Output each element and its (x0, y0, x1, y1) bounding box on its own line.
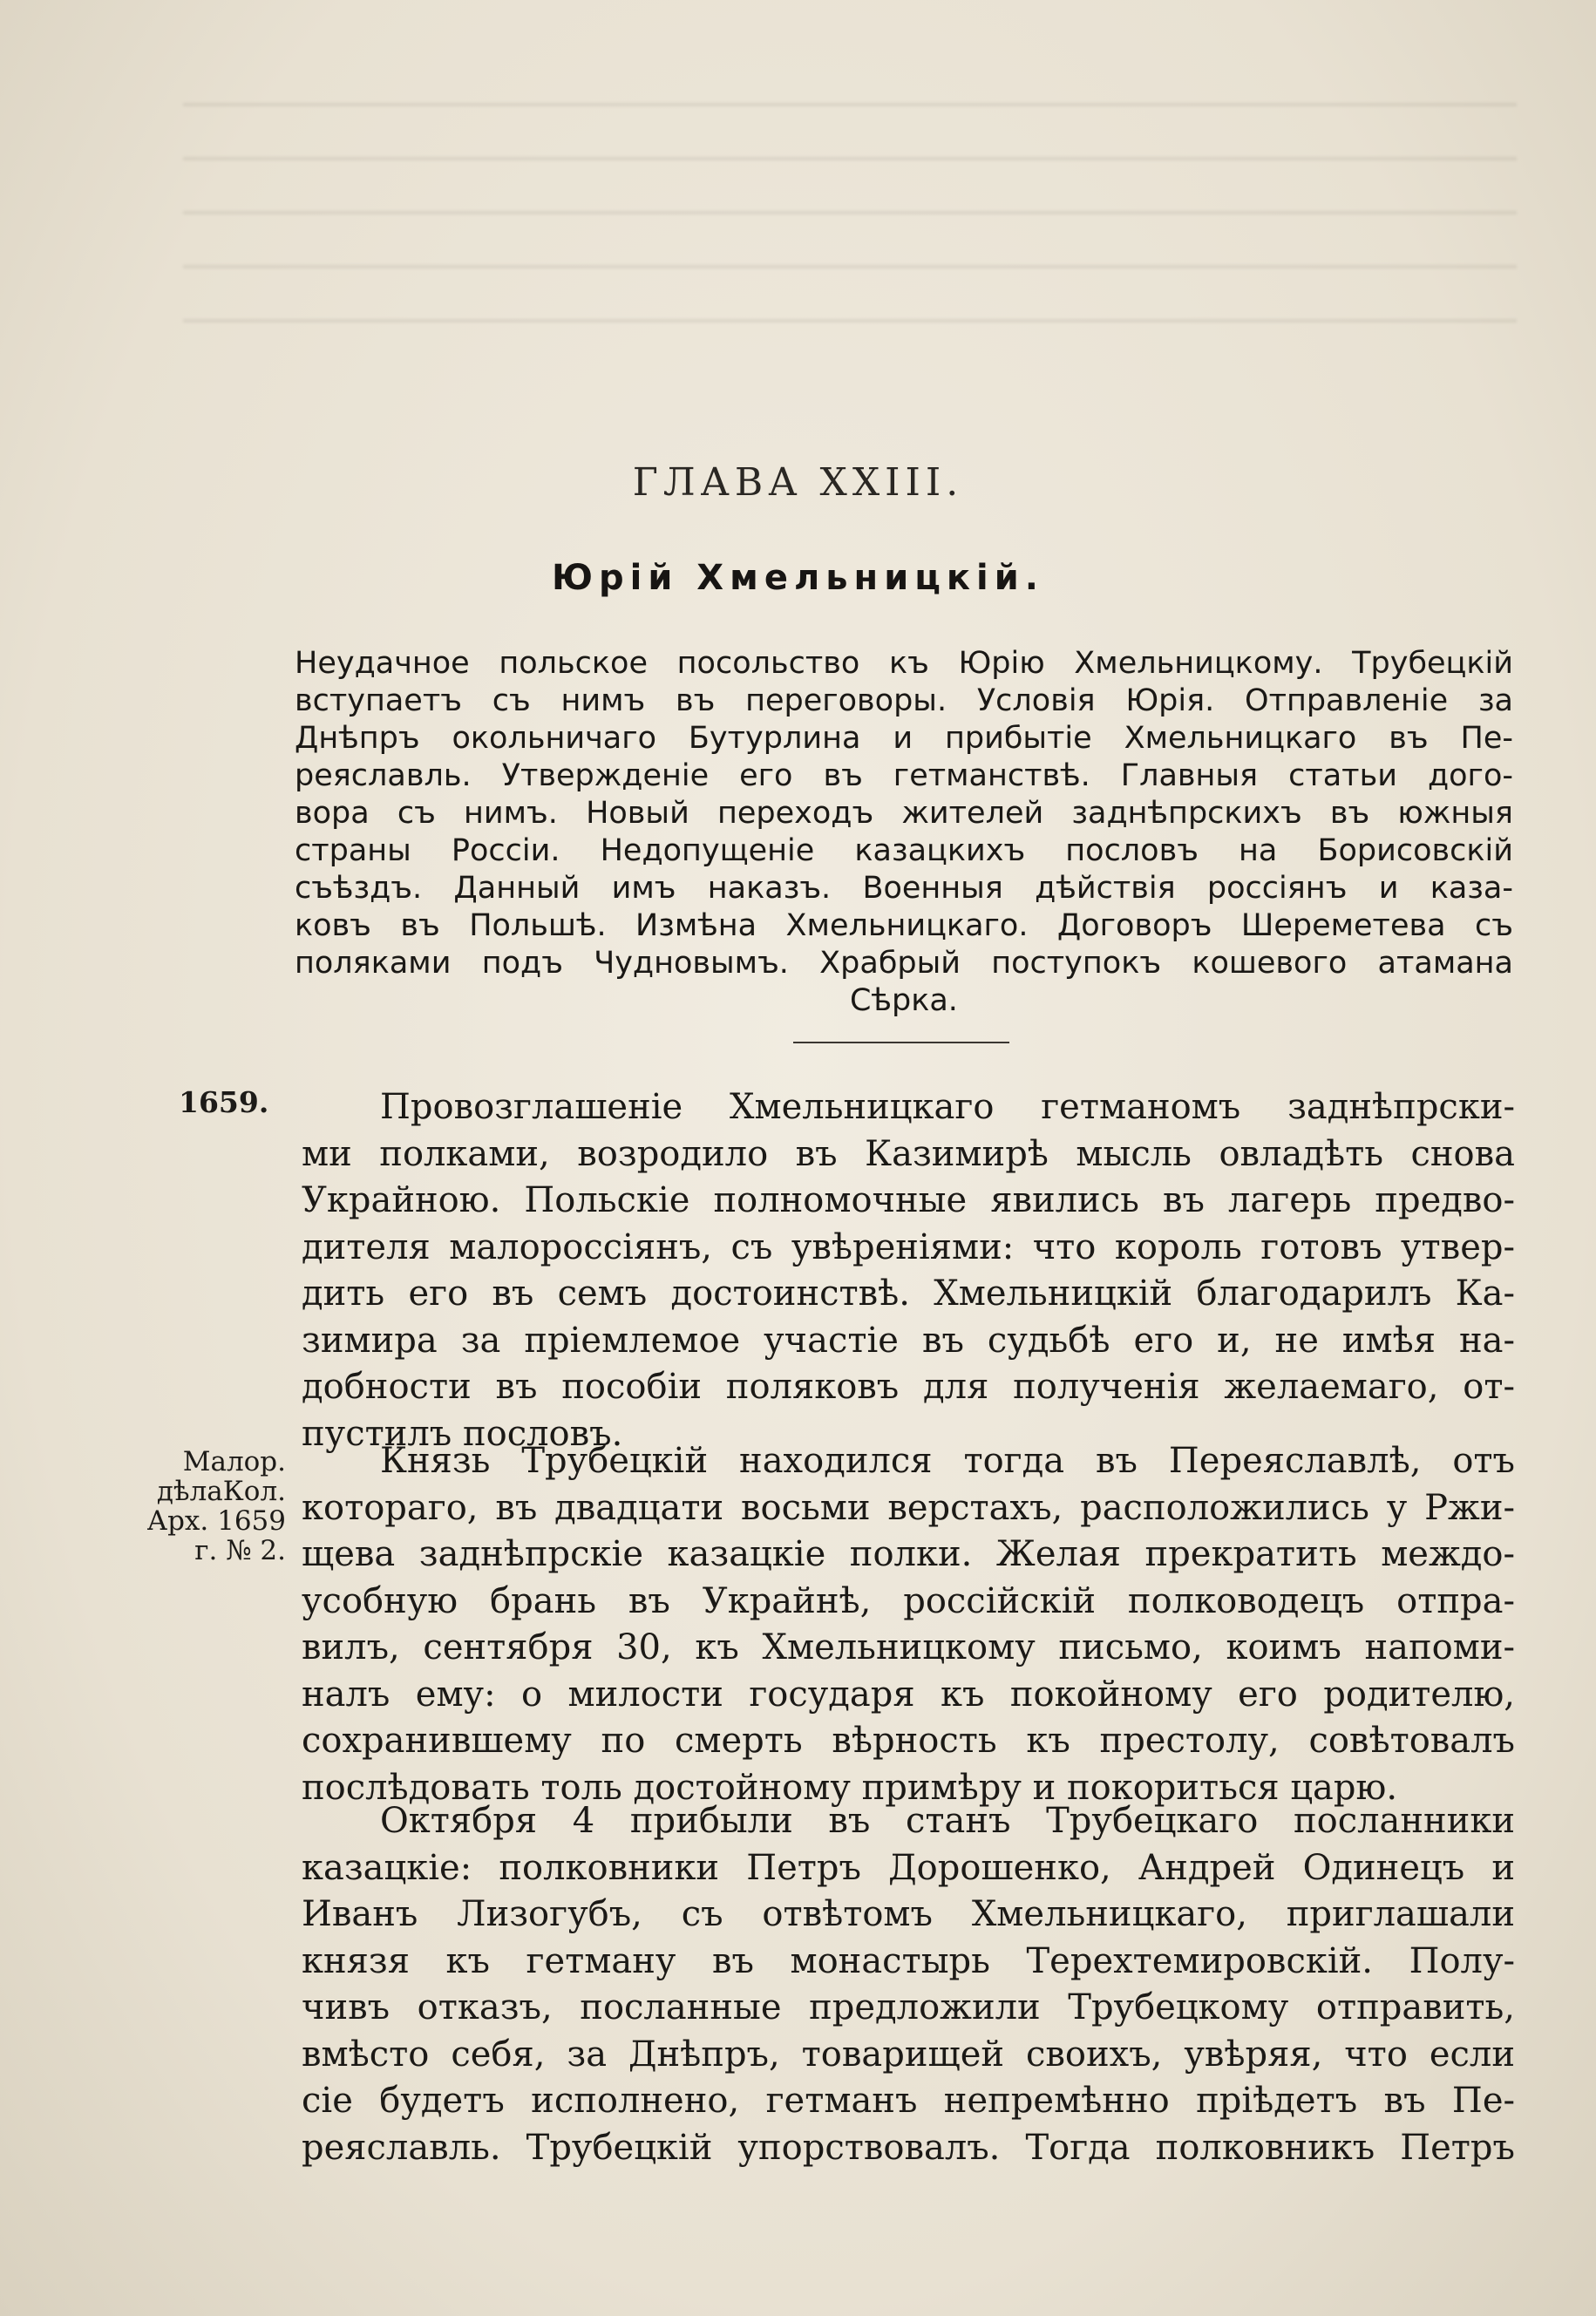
text-line: вмѣсто себя, за Днѣпръ, товарищей своихъ, увѣряя, что если (302, 2034, 1515, 2075)
text-line: сохранившему по смерть вѣрность къ престолу, совѣтовалъ (302, 1721, 1515, 1761)
summary-line: Неудачное польское посольство къ Юрію Хмельницкому. Трубецкій (295, 646, 1513, 681)
chapter-heading: ГЛАВА XXIII. (632, 460, 964, 505)
summary-line: поляками подъ Чудновымъ. Храбрый поступокъ кошевого атамана (295, 946, 1513, 981)
summary-line: ковъ въ Польшѣ. Измѣна Хмельницкаго. Договоръ Шереметева съ (295, 908, 1513, 943)
text-line: реяславль. Трубецкій упорствовалъ. Тогда полковникъ Петръ (302, 2127, 1515, 2168)
summary-line: Сѣрка. (850, 983, 958, 1018)
margin-archive-reference (103, 1447, 286, 1566)
text-line: вилъ, сентября 30, къ Хмельницкому письмо, коимъ напоми- (302, 1627, 1515, 1667)
text-line: князя къ гетману въ монастырь Терехтемировскій. Полу- (302, 1940, 1515, 1981)
text-line: Провозглашеніе Хмельницкаго гетманомъ заднѣпрски- (380, 1087, 1515, 1127)
margin-year: 1659. (179, 1085, 269, 1119)
text-line: усобную брань въ Украйнѣ, россійскій полководецъ отпра- (302, 1580, 1515, 1621)
summary-line: Днѣпръ окольничаго Бутурлина и прибытіе Хмельницкаго въ Пе- (295, 721, 1513, 756)
summary-line: реяславль. Утвержденіе его въ гетманствѣ. Главныя статьи дого- (295, 758, 1513, 793)
paragraph-2 (302, 1438, 1515, 1811)
text-line: сіе будетъ исполнено, гетманъ непремѣнно пріѣдетъ въ Пе- (302, 2081, 1515, 2121)
text-line: зимира за пріемлемое участіе въ судьбѣ его и, не имѣя на- (302, 1320, 1515, 1361)
text-line: щева заднѣпрскіе казацкіе полки. Желая прекратить междо- (302, 1534, 1515, 1574)
text-line: Украйною. Польскіе полномочные явились въ лагерь предво- (302, 1180, 1515, 1220)
text-line: ми полками, возродило въ Казимирѣ мысль овладѣть снова (302, 1133, 1515, 1174)
paragraph-3 (302, 1798, 1515, 2171)
text-line: Князь Трубецкій находился тогда въ Переяславлѣ, отъ (380, 1441, 1515, 1481)
text-line: дить его въ семъ достоинствѣ. Хмельницкій благодарилъ Ка- (302, 1273, 1515, 1314)
summary-line: страны Россіи. Недопущеніе казацкихъ пословъ на Борисовскій (295, 833, 1513, 868)
bleed-through-text (183, 70, 1517, 331)
text-line: послѣдовать толь достойному примѣру и покориться царю. (302, 1767, 1398, 1808)
chapter-title: Юрій Хмельницкій. (552, 558, 1044, 598)
summary-line: вступаетъ съ нимъ въ переговоры. Условія Юрія. Отправленіе за (295, 683, 1513, 718)
archive-line: г. № 2. (194, 1535, 286, 1566)
text-line: чивъ отказъ, посланные предложили Трубецкому отправить, (302, 1987, 1515, 2027)
archive-line: Малор. (182, 1446, 286, 1477)
text-line: котораго, въ двадцати восьми верстахъ, расположились у Ржи- (302, 1487, 1515, 1528)
text-line: Иванъ Лизогубъ, съ отвѣтомъ Хмельницкаго, приглашали (302, 1894, 1515, 1934)
paragraph-1 (302, 1084, 1515, 1457)
text-line: налъ ему: о милости государя къ покойному его родителю, (302, 1674, 1515, 1715)
text-line: казацкіе: полковники Петръ Дорошенко, Андрей Одинецъ и (302, 1847, 1515, 1888)
summary-line: вора съ нимъ. Новый переходъ жителей заднѣпрскихъ въ южныя (295, 796, 1513, 831)
chapter-summary (295, 645, 1513, 1020)
text-line: пустилъ пословъ. (302, 1413, 623, 1454)
summary-line: съѣздъ. Данный имъ наказъ. Военныя дѣйствія россіянъ и каза- (295, 871, 1513, 906)
archive-line: Арх. 1659 (146, 1505, 286, 1537)
text-line: Октября 4 прибыли въ станъ Трубецкаго посланники (380, 1801, 1515, 1841)
section-separator (793, 1042, 1009, 1043)
text-line: добности въ пособіи поляковъ для полученія желаемаго, от- (302, 1367, 1515, 1407)
archive-line: дѣлаКол. (156, 1476, 286, 1507)
text-line: дителя малороссіянъ, съ увѣреніями: что король готовъ утвер- (302, 1226, 1515, 1267)
